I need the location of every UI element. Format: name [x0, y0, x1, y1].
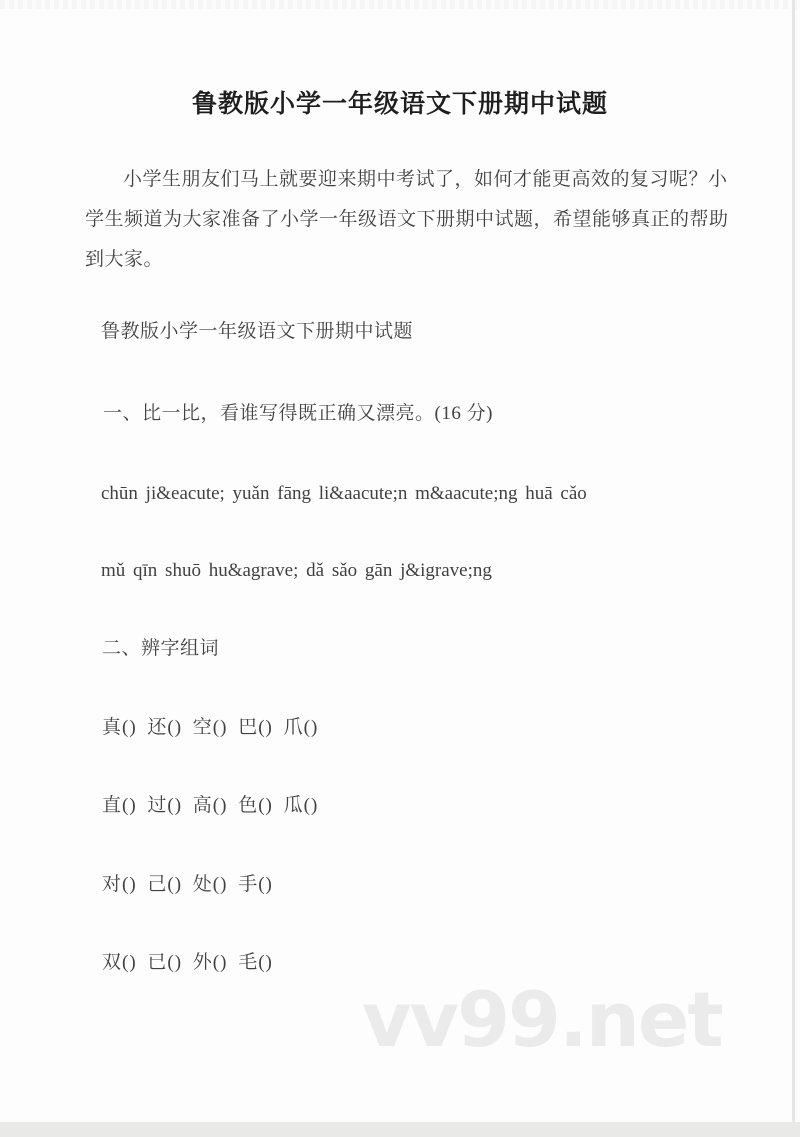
doc-subtitle: 鲁教版小学一年级语文下册期中试题: [101, 321, 414, 342]
section-2-heading: 二、辨字组词: [102, 638, 220, 659]
pinyin-line-1: chūn ji&eacute; yuǎn fāng li&aacute;n m&aacute;ng huā cǎo: [101, 483, 587, 504]
section-1-heading: 一、比一比，看谁写得既正确又漂亮。(16 分): [103, 403, 493, 424]
intro-line-1: 小学生朋友们马上就要迎来期中考试了，如何才能更高效的复习呢？小: [123, 169, 728, 190]
char-row-2: 直() 过() 高() 色() 瓜(): [102, 795, 319, 816]
char-row-3: 对() 己() 处() 手(): [102, 874, 273, 895]
intro-line-3: 到大家。: [85, 249, 164, 270]
char-row-1: 真() 还() 空() 巴() 爪(): [102, 717, 319, 738]
page-right-edge-line: [792, 0, 795, 1137]
intro-line-2: 学生频道为大家准备了小学一年级语文下册期中试题，希望能够真正的帮助: [85, 209, 729, 230]
pinyin-line-2: mǔ qīn shuō hu&agrave; dǎ sǎo gān j&igrave;ng: [101, 560, 492, 581]
site-watermark: vv99.net: [362, 975, 722, 1064]
page-title: 鲁教版小学一年级语文下册期中试题: [191, 90, 608, 118]
bottom-edge-strip: [0, 1122, 800, 1137]
char-row-4: 双() 已() 外() 毛(): [102, 952, 273, 973]
top-edge-texture: [0, 0, 800, 9]
